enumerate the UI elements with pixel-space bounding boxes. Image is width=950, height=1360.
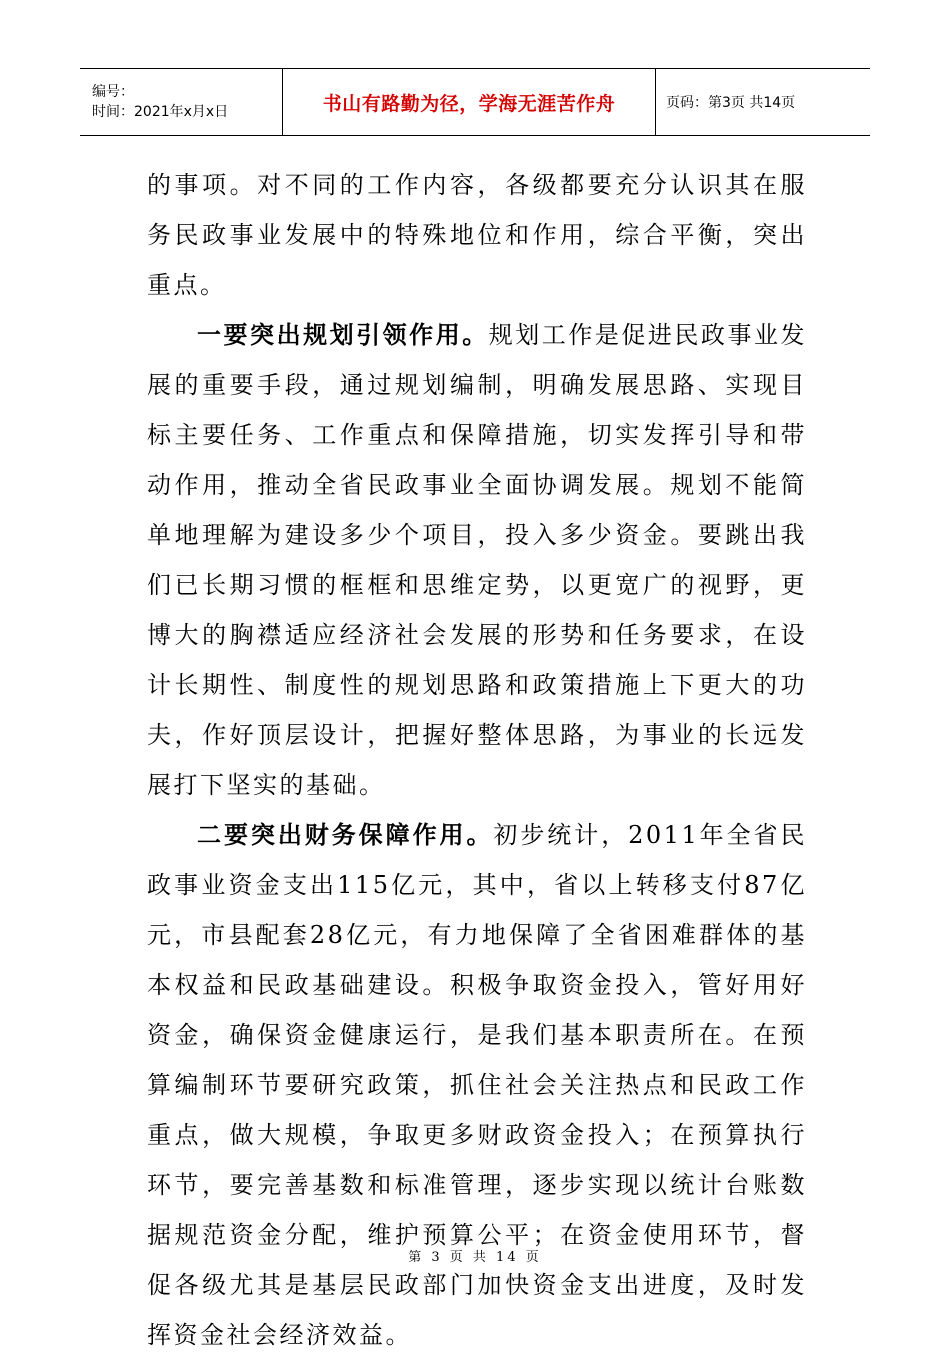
header-page-info: 页码：第3页 共14页 [666,95,796,111]
footer-page-number: 第 3 页 共 14 页 [408,1250,542,1265]
paragraph-text-planning: 规划工作是促进民政事业发展的重要手段，通过规划编制，明确发展思路、实现目标主要任务、工作重点和保障措施，切实发挥引导和带动作用，推动全省民政事业全面协调发展。规划不能简单地理解为建设多少个项目，投入多少资金。要跳出我们已长期习惯的框框和思维定势，以更宽广的视野，更博大的胸襟适应经济社会发展的形势和任务要求，在设计长期性、制度性的规划思路和政策措施上下更大的功夫，作好顶层设计，把握好整体思路，为事业的长远发展打下坚实的基础。 [147,321,807,799]
header-motto: 书山有路勤为径，学海无涯苦作舟 [322,92,616,115]
document-body [147,160,807,1360]
paragraph-finance [147,810,807,1360]
paragraph-continuation: 的事项。对不同的工作内容，各级都要充分认识其在服务民政事业发展中的特殊地位和作用，综合平衡，突出重点。 [147,171,807,299]
paragraph-heading-planning: 一要突出规划引领作用。 [197,321,489,349]
paragraph-heading-finance: 二要突出财务保障作用。 [197,821,494,849]
document-number-label: 编号： [92,84,134,100]
header-page-cell [656,69,870,135]
header-meta [80,69,283,135]
document-date-label: 时间：2021年x月x日 [92,104,229,120]
page-footer [0,1246,950,1265]
paragraph-text-finance: 初步统计，2011年全省民政事业资金支出115亿元，其中，省以上转移支付87亿元，市县配套28亿元，有力地保障了全省困难群体的基本权益和民政基础建设。积极争取资金投入，管好用好资金，确保资金健康运行，是我们基本职责所在。在预算编制环节要研究政策，抓住社会关注热点和民政工作重点，做大规模，争取更多财政资金投入；在预算执行环节，要完善基数和标准管理，逐步实现以统计台账数据规范资金分配，维护预算公平；在资金使用环节，督促各级尤其是基层民政部门加快资金支出进度，及时发挥资金社会经济效益。 [147,821,807,1349]
page-header [80,68,870,136]
paragraph-planning [147,310,807,810]
header-motto-cell [283,69,656,135]
